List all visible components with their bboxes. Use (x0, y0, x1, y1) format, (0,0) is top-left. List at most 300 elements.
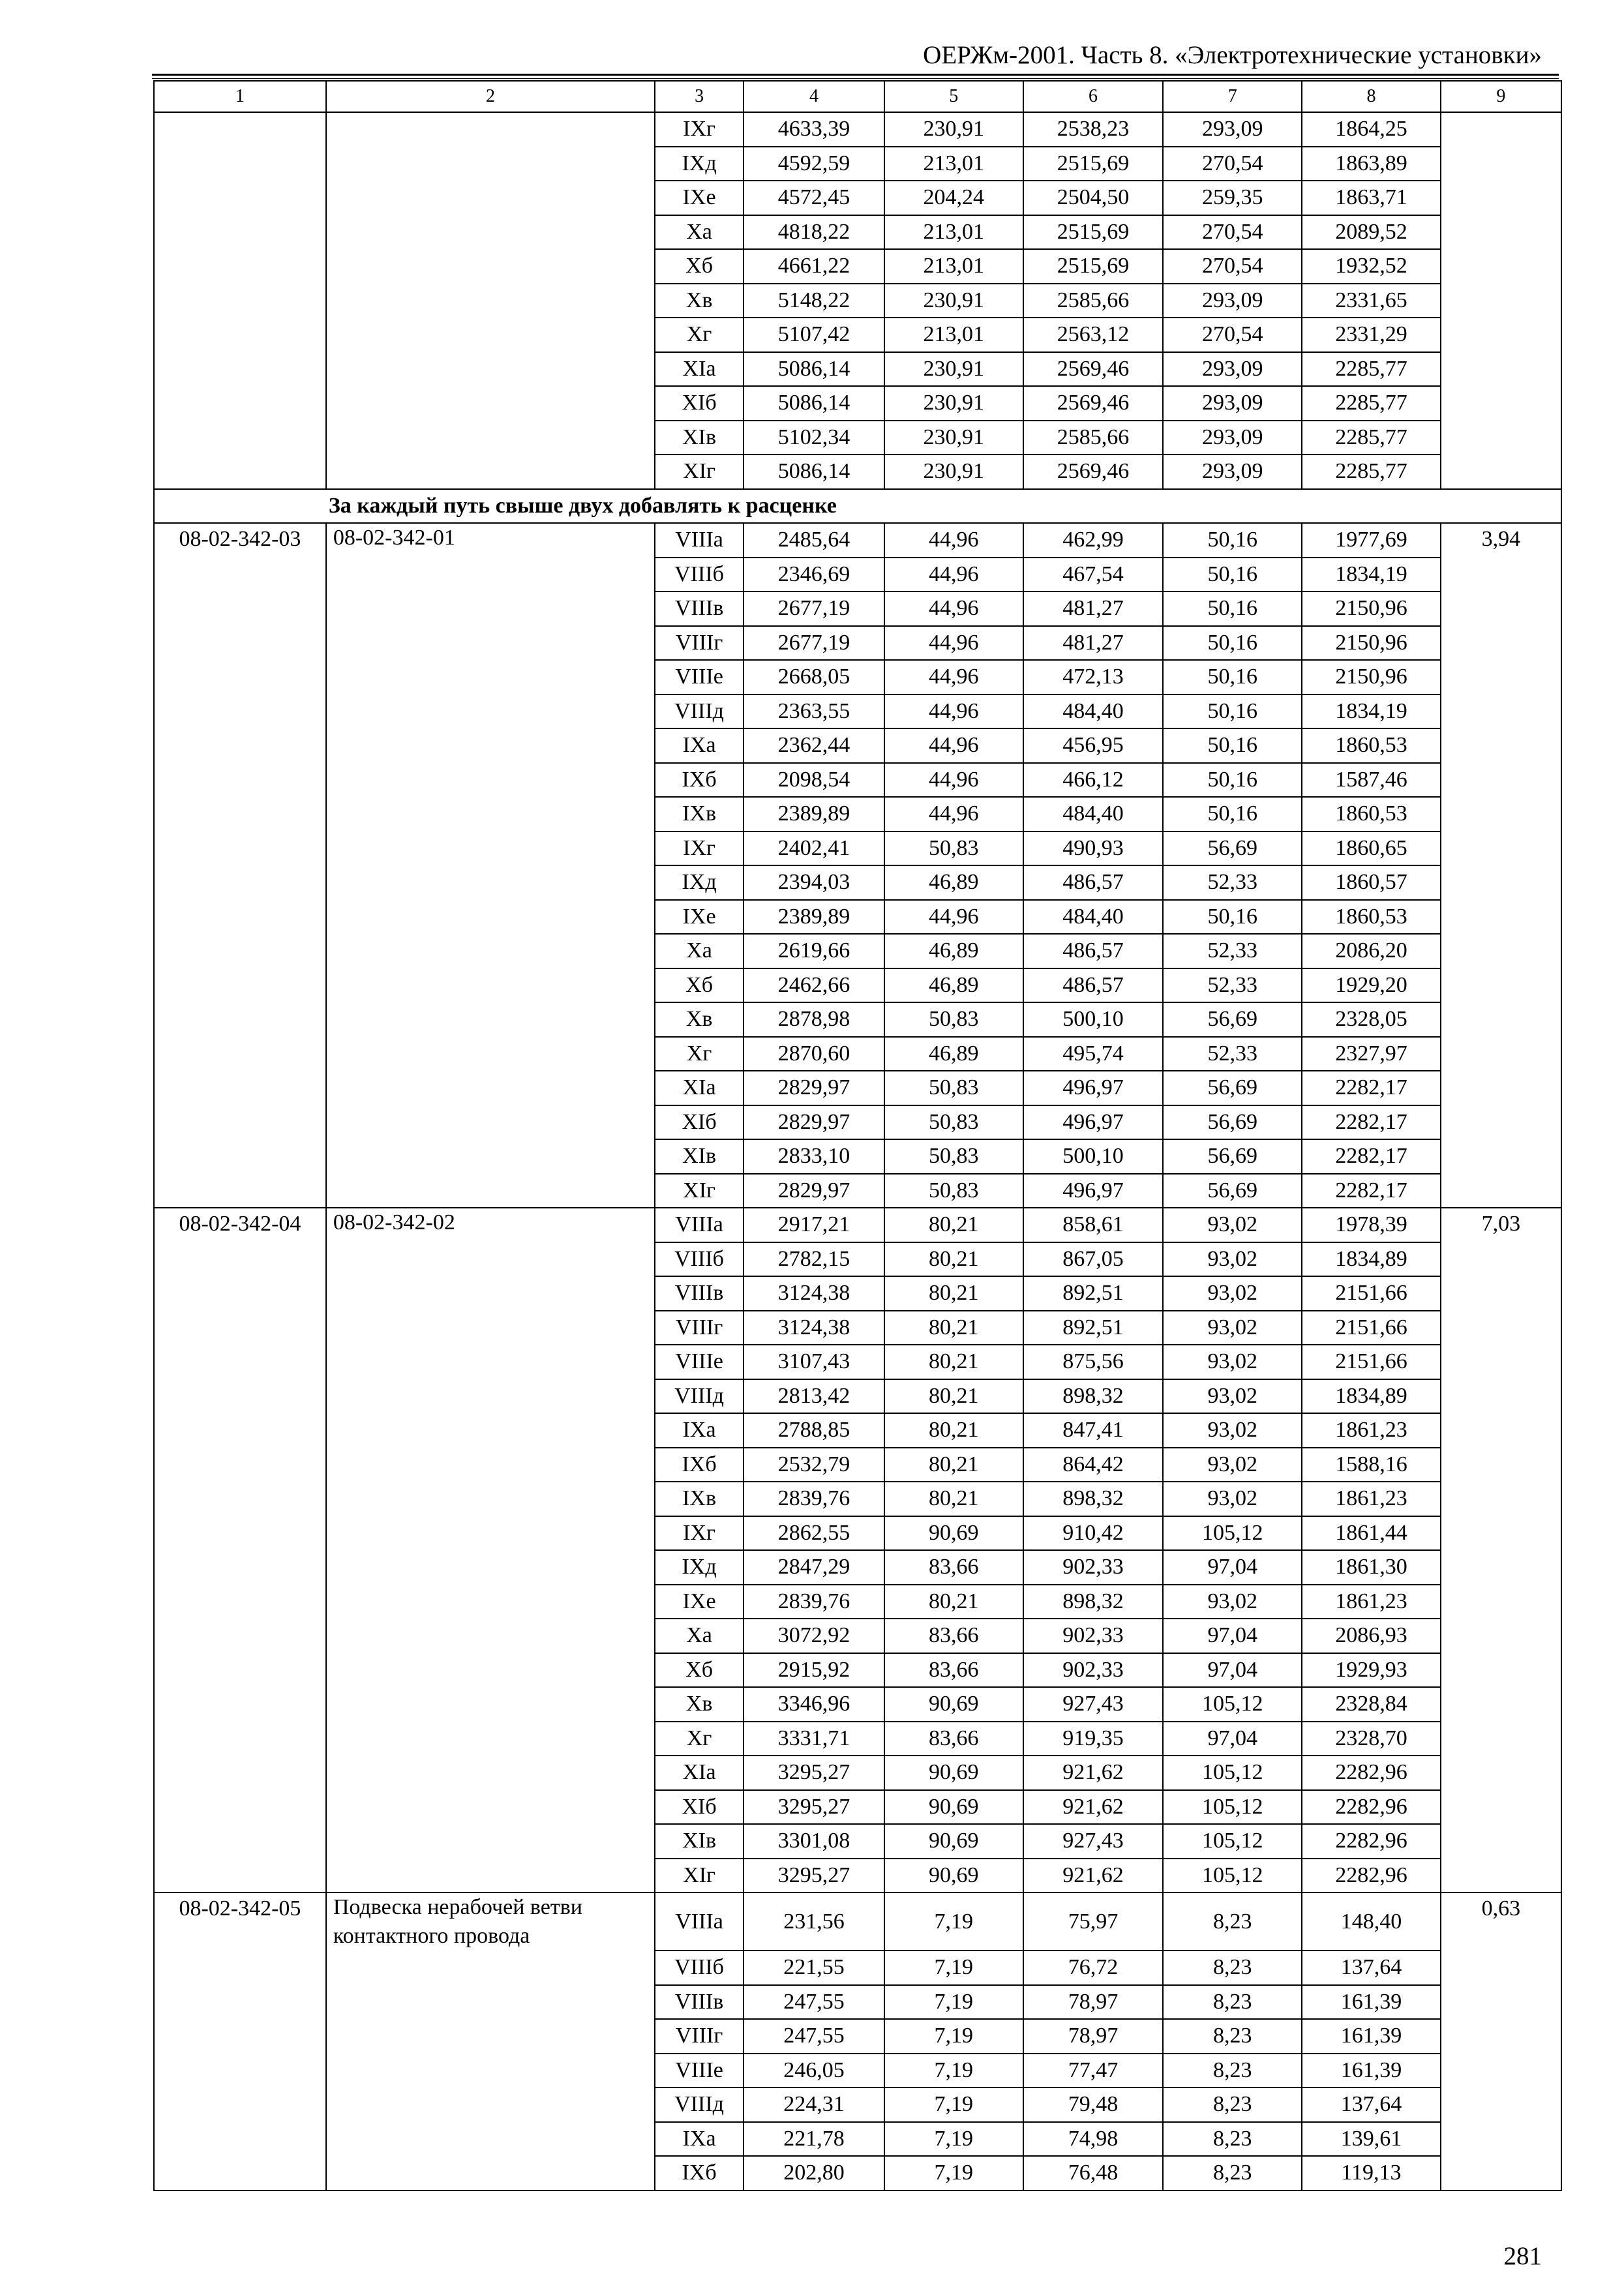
rate-code-empty-cell (154, 1722, 326, 1756)
labor-cost-empty-cell (1441, 695, 1561, 729)
column-header-3: 3 (655, 81, 744, 112)
machinist-wages-cell: 50,16 (1163, 763, 1302, 798)
worker-wages-cell: 44,96 (884, 626, 1023, 661)
materials-cost-cell: 2285,77 (1302, 455, 1441, 489)
table-row (154, 1345, 1561, 1379)
machine-cost-cell: 2569,46 (1023, 386, 1164, 421)
work-description-empty-cell (326, 386, 655, 421)
machinist-wages-cell: 293,09 (1163, 386, 1302, 421)
table-row (154, 1311, 1561, 1345)
region-code-cell: IXд (655, 147, 744, 181)
region-code-cell: Xв (655, 1002, 744, 1037)
region-code-cell: Xб (655, 1653, 744, 1688)
machine-cost-cell: 867,05 (1023, 1242, 1164, 1277)
labor-cost-empty-cell (1441, 1951, 1561, 1985)
total-cost-cell: 4572,45 (744, 181, 884, 215)
table-row (154, 318, 1561, 352)
materials-cost-cell: 1977,69 (1302, 523, 1441, 558)
materials-cost-cell: 2150,96 (1302, 660, 1441, 695)
region-code-cell: IXб (655, 763, 744, 798)
total-cost-cell: 2878,98 (744, 1002, 884, 1037)
rate-code-empty-cell (154, 1276, 326, 1311)
region-code-cell: VIIIг (655, 1311, 744, 1345)
worker-wages-cell: 204,24 (884, 181, 1023, 215)
region-code-cell: IXб (655, 2156, 744, 2191)
note-spacer (154, 489, 326, 524)
materials-cost-cell: 2282,96 (1302, 1859, 1441, 1893)
materials-cost-cell: 148,40 (1302, 1893, 1441, 1951)
worker-wages-cell: 213,01 (884, 249, 1023, 284)
rate-code-cell: 08-02-342-05 (154, 1893, 326, 1951)
column-header-1: 1 (154, 81, 326, 112)
materials-cost-cell: 2327,97 (1302, 1037, 1441, 1071)
region-code-cell: Xб (655, 249, 744, 284)
machine-cost-cell: 500,10 (1023, 1002, 1164, 1037)
labor-cost-empty-cell (1441, 1756, 1561, 1790)
materials-cost-cell: 1860,53 (1302, 728, 1441, 763)
total-cost-cell: 4818,22 (744, 215, 884, 250)
column-header-9: 9 (1441, 81, 1561, 112)
region-code-cell: IXа (655, 2122, 744, 2157)
machinist-wages-cell: 56,69 (1163, 1105, 1302, 1140)
materials-cost-cell: 1929,20 (1302, 968, 1441, 1003)
machine-cost-cell: 898,32 (1023, 1585, 1164, 1619)
rate-code-empty-cell (154, 1653, 326, 1688)
work-description-empty-cell (326, 626, 655, 661)
work-description-empty-cell (326, 2122, 655, 2157)
machinist-wages-cell: 50,16 (1163, 626, 1302, 661)
total-cost-cell: 4592,59 (744, 147, 884, 181)
rate-code-empty-cell (154, 1550, 326, 1585)
labor-cost-empty-cell (1441, 386, 1561, 421)
machinist-wages-cell: 293,09 (1163, 284, 1302, 318)
machine-cost-cell: 927,43 (1023, 1824, 1164, 1859)
worker-wages-cell: 230,91 (884, 112, 1023, 147)
total-cost-cell: 2485,64 (744, 523, 884, 558)
work-description-empty-cell (326, 1448, 655, 1482)
total-cost-cell: 2870,60 (744, 1037, 884, 1071)
materials-cost-cell: 1860,53 (1302, 900, 1441, 935)
labor-cost-empty-cell (1441, 660, 1561, 695)
total-cost-cell: 2813,42 (744, 1379, 884, 1414)
materials-cost-cell: 1863,71 (1302, 181, 1441, 215)
table-row (154, 831, 1561, 866)
table-row (154, 455, 1561, 489)
work-description-empty-cell (326, 1482, 655, 1516)
worker-wages-cell: 90,69 (884, 1824, 1023, 1859)
materials-cost-cell: 2282,17 (1302, 1139, 1441, 1174)
worker-wages-cell: 46,89 (884, 934, 1023, 968)
machinist-wages-cell: 293,09 (1163, 421, 1302, 455)
table-row (154, 695, 1561, 729)
rate-code-empty-cell (154, 1790, 326, 1825)
materials-cost-cell: 161,39 (1302, 1985, 1441, 2020)
column-header-4: 4 (744, 81, 884, 112)
machine-cost-cell: 2504,50 (1023, 181, 1164, 215)
worker-wages-cell: 80,21 (884, 1208, 1023, 1242)
materials-cost-cell: 1932,52 (1302, 249, 1441, 284)
materials-cost-cell: 2285,77 (1302, 421, 1441, 455)
machine-cost-cell: 496,97 (1023, 1105, 1164, 1140)
labor-cost-empty-cell (1441, 2019, 1561, 2054)
rate-code-empty-cell (154, 1242, 326, 1277)
labor-cost-empty-cell (1441, 455, 1561, 489)
total-cost-cell: 2394,03 (744, 865, 884, 900)
region-code-cell: VIIIв (655, 1985, 744, 2020)
materials-cost-cell: 2086,93 (1302, 1619, 1441, 1653)
rate-code-empty-cell (154, 352, 326, 387)
region-code-cell: IXе (655, 181, 744, 215)
worker-wages-cell: 83,66 (884, 1619, 1023, 1653)
machine-cost-cell: 2569,46 (1023, 352, 1164, 387)
labor-cost-empty-cell (1441, 1790, 1561, 1825)
machinist-wages-cell: 93,02 (1163, 1482, 1302, 1516)
table-row (154, 1037, 1561, 1071)
labor-cost-empty-cell (1441, 1448, 1561, 1482)
total-cost-cell: 5086,14 (744, 386, 884, 421)
total-cost-cell: 247,55 (744, 2019, 884, 2054)
table-row (154, 421, 1561, 455)
rate-code-empty-cell (154, 421, 326, 455)
table-row (154, 626, 1561, 661)
machinist-wages-cell: 293,09 (1163, 455, 1302, 489)
work-description-empty-cell (326, 1722, 655, 1756)
total-cost-cell: 224,31 (744, 2087, 884, 2122)
worker-wages-cell: 44,96 (884, 728, 1023, 763)
labor-cost-empty-cell (1441, 1722, 1561, 1756)
total-cost-cell: 3346,96 (744, 1687, 884, 1722)
worker-wages-cell: 7,19 (884, 1985, 1023, 2020)
total-cost-cell: 3107,43 (744, 1345, 884, 1379)
rate-code-empty-cell (154, 1756, 326, 1790)
table-row (154, 1482, 1561, 1516)
rate-code-empty-cell (154, 455, 326, 489)
machine-cost-cell: 467,54 (1023, 558, 1164, 592)
machine-cost-cell: 78,97 (1023, 2019, 1164, 2054)
machine-cost-cell: 892,51 (1023, 1311, 1164, 1345)
total-cost-cell: 2782,15 (744, 1242, 884, 1277)
machine-cost-cell: 2585,66 (1023, 284, 1164, 318)
worker-wages-cell: 44,96 (884, 591, 1023, 626)
labor-cost-empty-cell (1441, 1174, 1561, 1208)
materials-cost-cell: 2282,96 (1302, 1824, 1441, 1859)
region-code-cell: VIIIа (655, 1208, 744, 1242)
machine-cost-cell: 875,56 (1023, 1345, 1164, 1379)
machinist-wages-cell: 50,16 (1163, 695, 1302, 729)
machinist-wages-cell: 8,23 (1163, 2122, 1302, 2157)
column-header-7: 7 (1163, 81, 1302, 112)
machinist-wages-cell: 52,33 (1163, 865, 1302, 900)
materials-cost-cell: 1861,44 (1302, 1516, 1441, 1551)
machine-cost-cell: 490,93 (1023, 831, 1164, 866)
machine-cost-cell: 2563,12 (1023, 318, 1164, 352)
region-code-cell: VIIIб (655, 558, 744, 592)
machine-cost-cell: 486,57 (1023, 865, 1164, 900)
machine-cost-cell: 75,97 (1023, 1893, 1164, 1951)
work-description-empty-cell (326, 1139, 655, 1174)
materials-cost-cell: 1861,30 (1302, 1550, 1441, 1585)
table-row (154, 2019, 1561, 2054)
total-cost-cell: 2668,05 (744, 660, 884, 695)
worker-wages-cell: 7,19 (884, 2019, 1023, 2054)
running-header-title: ОЕРЖм-2001. Часть 8. «Электротехнические установки» (923, 41, 1542, 69)
materials-cost-cell: 2282,17 (1302, 1174, 1441, 1208)
machine-cost-cell: 472,13 (1023, 660, 1164, 695)
materials-cost-cell: 1587,46 (1302, 763, 1441, 798)
region-code-cell: Xв (655, 284, 744, 318)
table-row (154, 1516, 1561, 1551)
worker-wages-cell: 230,91 (884, 386, 1023, 421)
work-description-cell: 08-02-342-01 (326, 523, 655, 558)
machinist-wages-cell: 105,12 (1163, 1516, 1302, 1551)
region-code-cell: Xа (655, 1619, 744, 1653)
table-row (154, 1790, 1561, 1825)
materials-cost-cell: 1860,65 (1302, 831, 1441, 866)
total-cost-cell: 2915,92 (744, 1653, 884, 1688)
table-row (154, 1071, 1561, 1105)
work-description-empty-cell (326, 900, 655, 935)
machine-cost-cell: 484,40 (1023, 797, 1164, 831)
region-code-cell: XIа (655, 1756, 744, 1790)
region-code-cell: XIб (655, 1105, 744, 1140)
total-cost-cell: 2839,76 (744, 1585, 884, 1619)
materials-cost-cell: 2151,66 (1302, 1276, 1441, 1311)
worker-wages-cell: 46,89 (884, 865, 1023, 900)
labor-cost-empty-cell (1441, 558, 1561, 592)
machine-cost-cell: 927,43 (1023, 1687, 1164, 1722)
materials-cost-cell: 2285,77 (1302, 386, 1441, 421)
total-cost-cell: 5086,14 (744, 455, 884, 489)
work-description-empty-cell (326, 1174, 655, 1208)
rate-code-empty-cell (154, 249, 326, 284)
rate-code-empty-cell (154, 865, 326, 900)
worker-wages-cell: 83,66 (884, 1653, 1023, 1688)
region-code-cell: IXа (655, 728, 744, 763)
total-cost-cell: 2346,69 (744, 558, 884, 592)
total-cost-cell: 2917,21 (744, 1208, 884, 1242)
total-cost-cell: 2462,66 (744, 968, 884, 1003)
materials-cost-cell: 1834,89 (1302, 1242, 1441, 1277)
rate-code-empty-cell (154, 900, 326, 935)
region-code-cell: VIIIв (655, 591, 744, 626)
table-row (154, 1585, 1561, 1619)
labor-cost-empty-cell (1441, 1859, 1561, 1893)
work-description-empty-cell (326, 1413, 655, 1448)
work-description-empty-cell (326, 1002, 655, 1037)
region-code-cell: IXв (655, 1482, 744, 1516)
total-cost-cell: 3295,27 (744, 1790, 884, 1825)
machinist-wages-cell: 50,16 (1163, 591, 1302, 626)
region-code-cell: IXг (655, 831, 744, 866)
rate-code-empty-cell (154, 660, 326, 695)
machine-cost-cell: 847,41 (1023, 1413, 1164, 1448)
work-description-empty-cell (326, 318, 655, 352)
worker-wages-cell: 44,96 (884, 660, 1023, 695)
machine-cost-cell: 2515,69 (1023, 249, 1164, 284)
work-description-empty-cell (326, 284, 655, 318)
region-code-cell: Xа (655, 215, 744, 250)
total-cost-cell: 3301,08 (744, 1824, 884, 1859)
machinist-wages-cell: 93,02 (1163, 1242, 1302, 1277)
machinist-wages-cell: 93,02 (1163, 1276, 1302, 1311)
materials-cost-cell: 1861,23 (1302, 1413, 1441, 1448)
machinist-wages-cell: 93,02 (1163, 1311, 1302, 1345)
machinist-wages-cell: 50,16 (1163, 797, 1302, 831)
machinist-wages-cell: 270,54 (1163, 147, 1302, 181)
machinist-wages-cell: 8,23 (1163, 1985, 1302, 2020)
machine-cost-cell: 481,27 (1023, 591, 1164, 626)
region-code-cell: VIIIе (655, 1345, 744, 1379)
table-row (154, 2087, 1561, 2122)
region-code-cell: Xв (655, 1687, 744, 1722)
worker-wages-cell: 50,83 (884, 1002, 1023, 1037)
machinist-wages-cell: 93,02 (1163, 1379, 1302, 1414)
table-row (154, 386, 1561, 421)
total-cost-cell: 2833,10 (744, 1139, 884, 1174)
labor-cost-empty-cell (1441, 249, 1561, 284)
work-description-empty-cell (326, 934, 655, 968)
work-description-empty-cell (326, 728, 655, 763)
table-row (154, 1951, 1561, 1985)
rate-code-empty-cell (154, 1859, 326, 1893)
column-header-2: 2 (326, 81, 655, 112)
table-row (154, 591, 1561, 626)
total-cost-cell: 2362,44 (744, 728, 884, 763)
rate-code-empty-cell (154, 968, 326, 1003)
total-cost-cell: 2829,97 (744, 1071, 884, 1105)
machinist-wages-cell: 270,54 (1163, 249, 1302, 284)
worker-wages-cell: 7,19 (884, 2156, 1023, 2191)
work-description-empty-cell (326, 249, 655, 284)
machine-cost-cell: 78,97 (1023, 1985, 1164, 2020)
table-row (154, 284, 1561, 318)
region-code-cell: VIIIа (655, 523, 744, 558)
total-cost-cell: 2839,76 (744, 1482, 884, 1516)
work-description-empty-cell (326, 1790, 655, 1825)
total-cost-cell: 2862,55 (744, 1516, 884, 1551)
labor-cost-empty-cell (1441, 1413, 1561, 1448)
work-description-empty-cell (326, 1276, 655, 1311)
machine-cost-cell: 500,10 (1023, 1139, 1164, 1174)
total-cost-cell: 2098,54 (744, 763, 884, 798)
work-description-empty-cell (326, 1516, 655, 1551)
labor-cost-empty-cell (1441, 2087, 1561, 2122)
worker-wages-cell: 80,21 (884, 1448, 1023, 1482)
region-code-cell: VIIIа (655, 1893, 744, 1951)
rate-code-empty-cell (154, 831, 326, 866)
work-description-empty-cell (326, 1619, 655, 1653)
machinist-wages-cell: 97,04 (1163, 1653, 1302, 1688)
worker-wages-cell: 213,01 (884, 147, 1023, 181)
total-cost-cell: 2677,19 (744, 626, 884, 661)
work-description-empty-cell (326, 831, 655, 866)
column-header-row (154, 81, 1561, 112)
worker-wages-cell: 46,89 (884, 1037, 1023, 1071)
rate-code-empty-cell (154, 1071, 326, 1105)
region-code-cell: XIв (655, 1824, 744, 1859)
machinist-wages-cell: 50,16 (1163, 660, 1302, 695)
machine-cost-cell: 2515,69 (1023, 147, 1164, 181)
region-code-cell: VIIIб (655, 1242, 744, 1277)
region-code-cell: XIа (655, 1071, 744, 1105)
materials-cost-cell: 1834,19 (1302, 695, 1441, 729)
total-cost-cell: 3295,27 (744, 1859, 884, 1893)
labor-cost-empty-cell (1441, 1242, 1561, 1277)
machine-cost-cell: 898,32 (1023, 1379, 1164, 1414)
total-cost-cell: 3295,27 (744, 1756, 884, 1790)
machinist-wages-cell: 56,69 (1163, 1174, 1302, 1208)
rate-code-empty-cell (154, 1139, 326, 1174)
rate-code-empty-cell (154, 2087, 326, 2122)
rate-code-empty-cell (154, 1002, 326, 1037)
work-description-empty-cell (326, 1242, 655, 1277)
machinist-wages-cell: 293,09 (1163, 352, 1302, 387)
region-code-cell: IXг (655, 112, 744, 147)
rate-code-empty-cell (154, 1585, 326, 1619)
total-cost-cell: 4633,39 (744, 112, 884, 147)
labor-cost-empty-cell (1441, 2156, 1561, 2191)
worker-wages-cell: 83,66 (884, 1550, 1023, 1585)
total-cost-cell: 2532,79 (744, 1448, 884, 1482)
region-code-cell: XIг (655, 1859, 744, 1893)
machine-cost-cell: 921,62 (1023, 1790, 1164, 1825)
table-row (154, 1859, 1561, 1893)
total-cost-cell: 2363,55 (744, 695, 884, 729)
materials-cost-cell: 1864,25 (1302, 112, 1441, 147)
table-row (154, 1756, 1561, 1790)
table-row (154, 1448, 1561, 1482)
total-cost-cell: 5086,14 (744, 352, 884, 387)
region-code-cell: VIIIд (655, 2087, 744, 2122)
worker-wages-cell: 80,21 (884, 1242, 1023, 1277)
machinist-wages-cell: 105,12 (1163, 1824, 1302, 1859)
rate-code-empty-cell (154, 1345, 326, 1379)
work-description-empty-cell (326, 1550, 655, 1585)
machine-cost-cell: 921,62 (1023, 1756, 1164, 1790)
table-row (154, 1985, 1561, 2020)
work-description-empty-cell (326, 215, 655, 250)
table-row (154, 1105, 1561, 1140)
labor-cost-empty-cell (1441, 352, 1561, 387)
worker-wages-cell: 80,21 (884, 1482, 1023, 1516)
region-code-cell: XIб (655, 1790, 744, 1825)
table-row (154, 865, 1561, 900)
total-cost-cell: 221,55 (744, 1951, 884, 1985)
table-row (154, 763, 1561, 798)
labor-cost-empty-cell (1441, 2122, 1561, 2157)
rate-code-empty-cell (154, 763, 326, 798)
total-cost-cell: 4661,22 (744, 249, 884, 284)
work-description-empty-cell (326, 1756, 655, 1790)
worker-wages-cell: 230,91 (884, 284, 1023, 318)
work-description-empty-cell (326, 660, 655, 695)
table-row (154, 1413, 1561, 1448)
rate-code-cell: 08-02-342-03 (154, 523, 326, 558)
worker-wages-cell: 44,96 (884, 558, 1023, 592)
machinist-wages-cell: 8,23 (1163, 2156, 1302, 2191)
table-row (154, 1619, 1561, 1653)
region-code-cell: VIIIг (655, 626, 744, 661)
materials-cost-cell: 1834,89 (1302, 1379, 1441, 1414)
materials-cost-cell: 137,64 (1302, 1951, 1441, 1985)
machine-cost-cell: 902,33 (1023, 1653, 1164, 1688)
worker-wages-cell: 80,21 (884, 1345, 1023, 1379)
materials-cost-cell: 1861,23 (1302, 1482, 1441, 1516)
table-row (154, 352, 1561, 387)
table-row (154, 900, 1561, 935)
machinist-wages-cell: 93,02 (1163, 1345, 1302, 1379)
total-cost-cell: 2829,97 (744, 1174, 884, 1208)
